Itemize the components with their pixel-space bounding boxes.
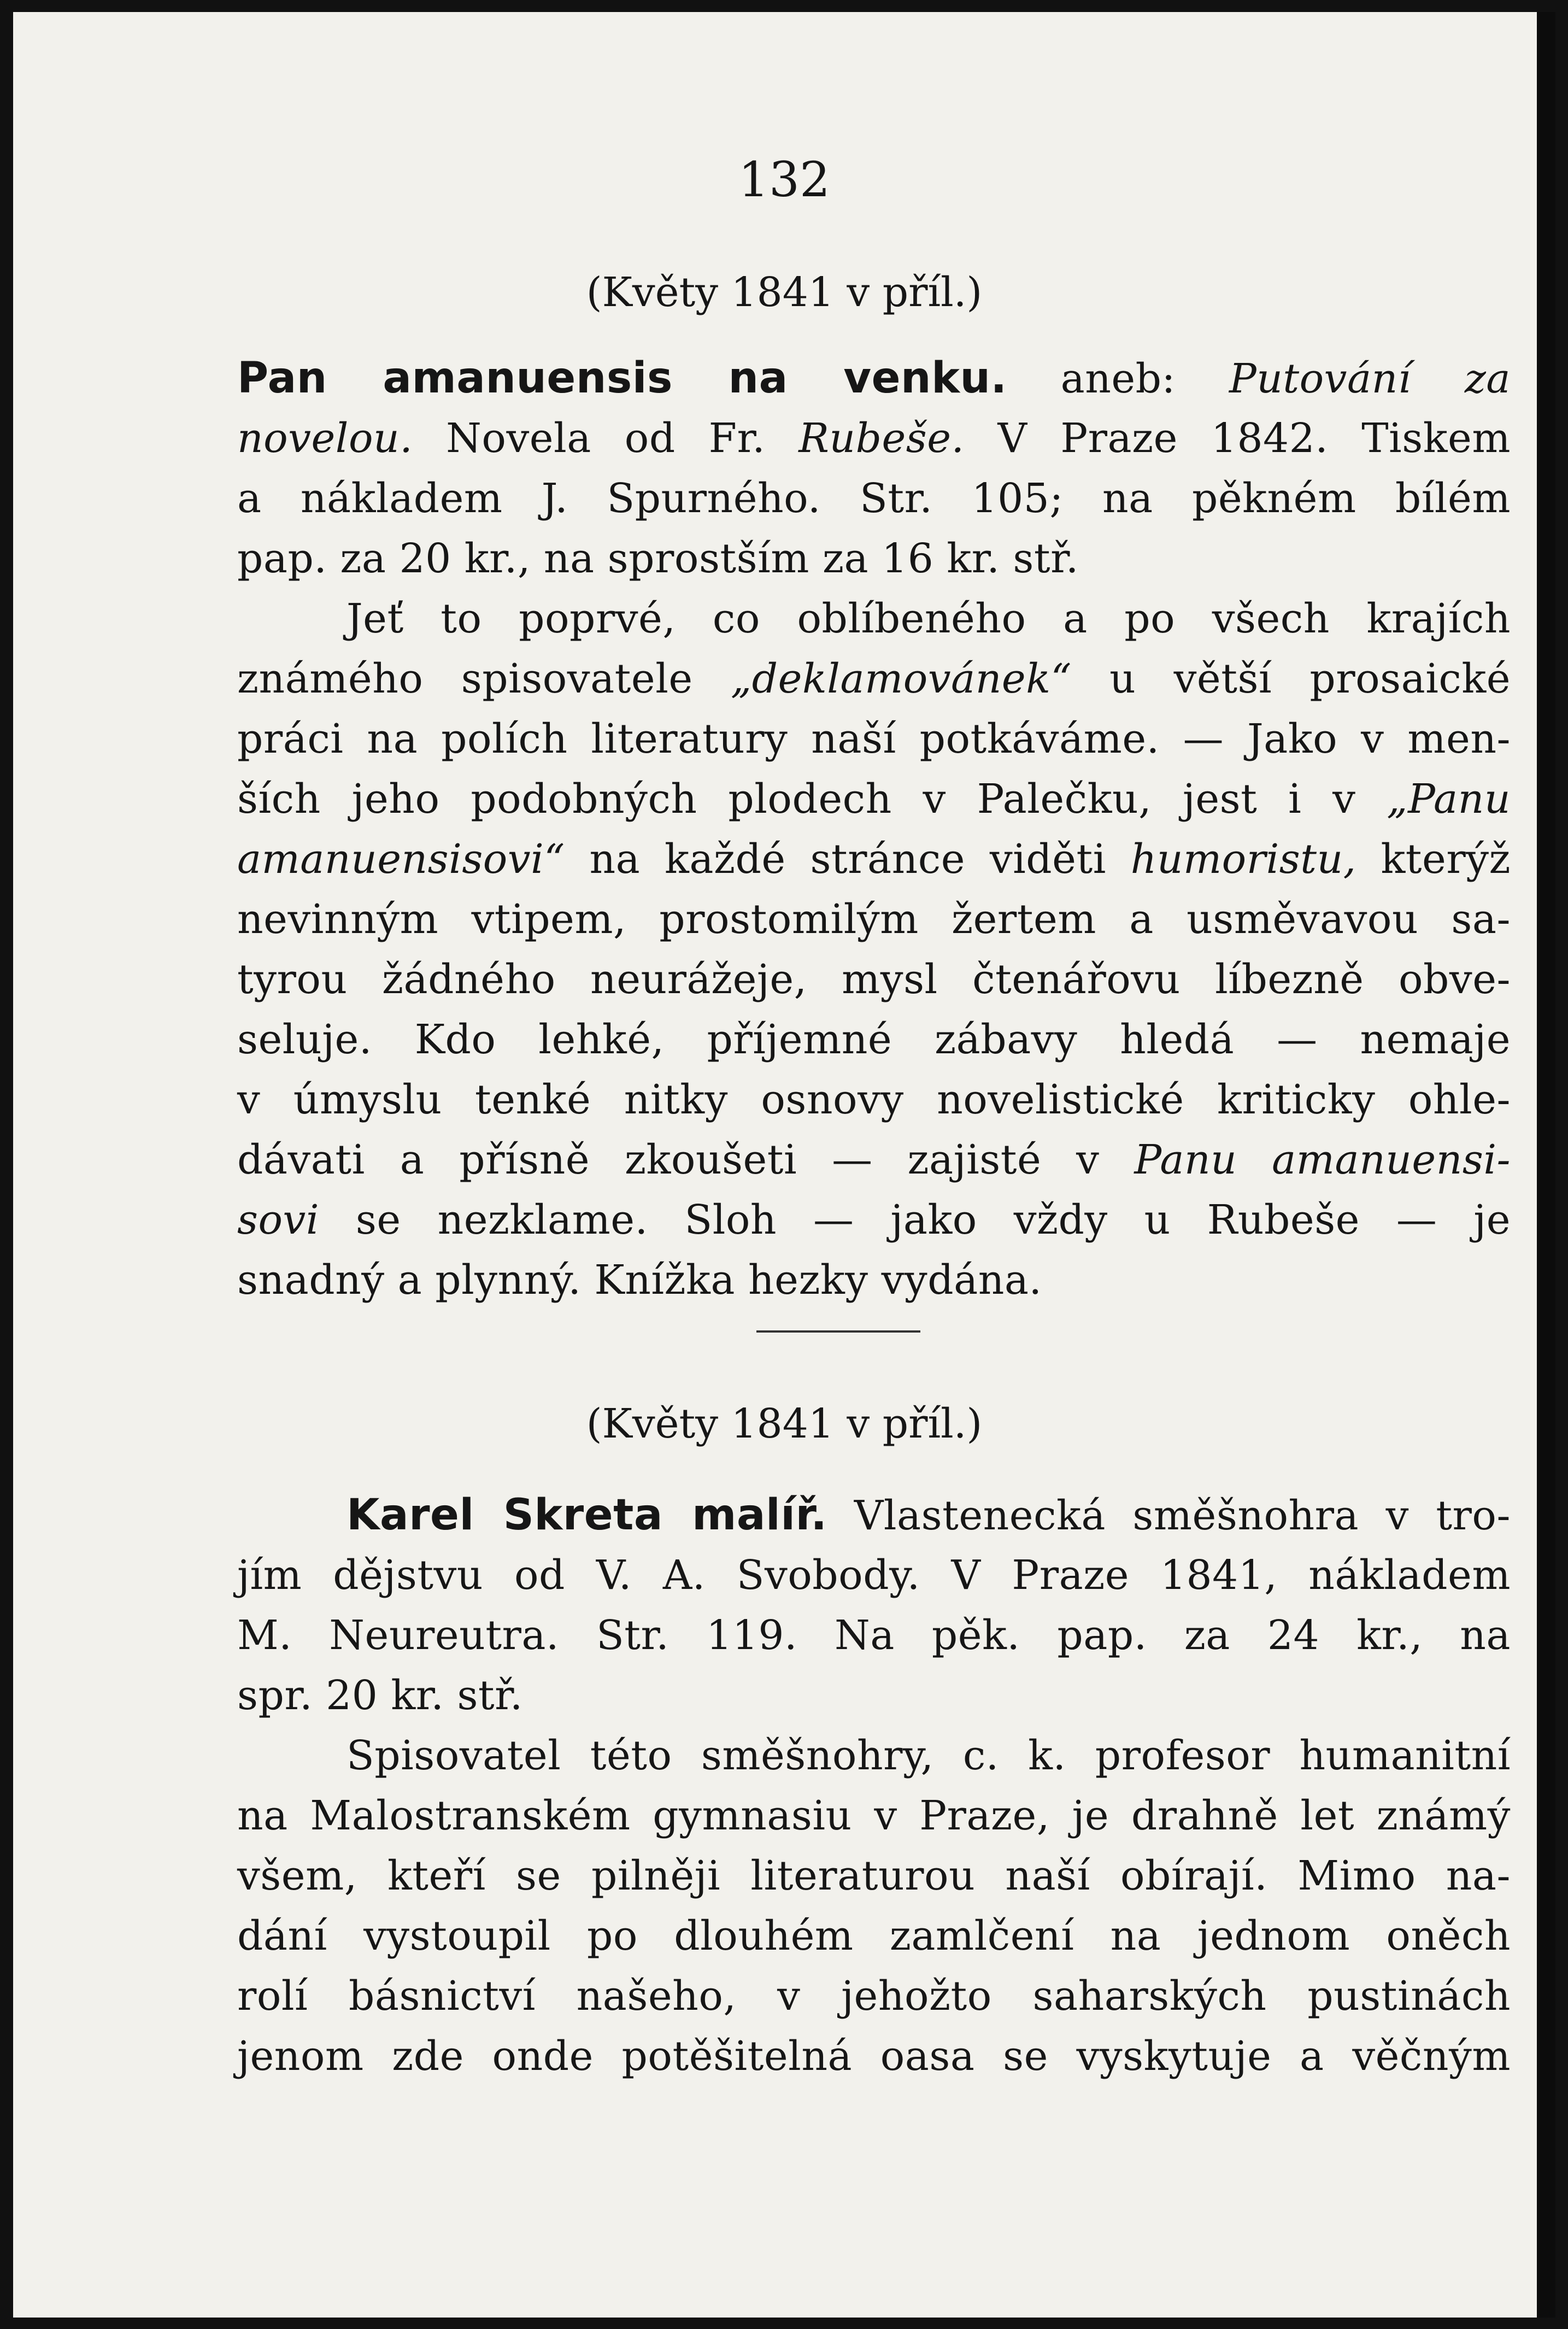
text-line: Spisovatel této směšnohry, c. k. profesor humanitní — [347, 1732, 1511, 1779]
review-2-heading-line: Karel Skreta malíř. Vlastenecká směšnohra v tro- — [347, 1491, 1511, 1540]
section-divider — [756, 1330, 920, 1333]
text-line: seluje. Kdo lehké, příjemné zábavy hledá — nemaje — [237, 1016, 1511, 1063]
text-line: amanuensisovi“ na každé stránce viděti humoristu, kterýž — [237, 836, 1511, 883]
text-line: nevinným vtipem, prostomilým žertem a usměvavou sa- — [237, 896, 1511, 943]
text-line: dávati a přísně zkoušeti — zajisté v Panu amanuensi- — [237, 1136, 1511, 1183]
text-line: dání vystoupil po dlouhém zamlčení na jednom oněch — [237, 1913, 1511, 1960]
review-2-source: (Květy 1841 v příl.) — [586, 1400, 983, 1447]
text-line: spr. 20 kr. stř. — [237, 1672, 523, 1719]
text-line: pap. za 20 kr., na sprostším za 16 kr. stř. — [237, 535, 1079, 582]
review-2-title: Karel Skreta malíř. — [347, 1491, 827, 1540]
book-page — [13, 12, 1555, 2318]
review-1-source: (Květy 1841 v příl.) — [586, 269, 983, 316]
review-1-title: Pan amanuensis na venku. — [237, 354, 1007, 403]
text-line: rolí básnictví našeho, v jehožto saharských pustinách — [237, 1973, 1511, 2020]
review-1-heading-line: Pan amanuensis na venku. aneb: Putování za — [237, 354, 1511, 403]
text-line: ších jeho podobných plodech v Palečku, jest i v „Panu — [237, 776, 1511, 823]
text-line: Jeť to poprvé, co oblíbeného a po všech krajích — [347, 595, 1511, 642]
text-line: jím dějstvu od V. A. Svobody. V Praze 1841, nákladem — [237, 1552, 1511, 1599]
page-number: 132 — [738, 151, 830, 208]
text-line: jenom zde onde potěšitelná oasa se vyskytuje a věčným — [237, 2033, 1511, 2080]
text-line: v úmyslu tenké nitky osnovy novelistické kriticky ohle- — [237, 1076, 1511, 1123]
text-line: novelou. Novela od Fr. Rubeše. V Praze 1842. Tiskem — [237, 415, 1511, 462]
text-line: známého spisovatele „deklamovánek“ u větší prosaické — [237, 655, 1511, 702]
page-edge-shadow — [1537, 12, 1555, 2318]
text-line: snadný a plynný. Knížka hezky vydána. — [237, 1257, 1042, 1304]
text-line: a nákladem J. Spurného. Str. 105; na pěkném bílém — [237, 475, 1511, 522]
text-line: M. Neureutra. Str. 119. Na pěk. pap. za 24 kr., na — [237, 1612, 1511, 1659]
text-line: všem, kteří se pilněji literaturou naší obírají. Mimo na- — [237, 1852, 1511, 1899]
text-line: sovi se nezklame. Sloh — jako vždy u Rubeše — je — [237, 1196, 1511, 1243]
text-line: práci na polích literatury naší potkáváme. — Jako v men- — [237, 715, 1511, 762]
text-line: tyrou žádného neurážeje, mysl čtenářovu líbezně obve- — [237, 956, 1511, 1003]
text-line: na Malostranském gymnasiu v Praze, je drahně let známý — [237, 1792, 1511, 1839]
